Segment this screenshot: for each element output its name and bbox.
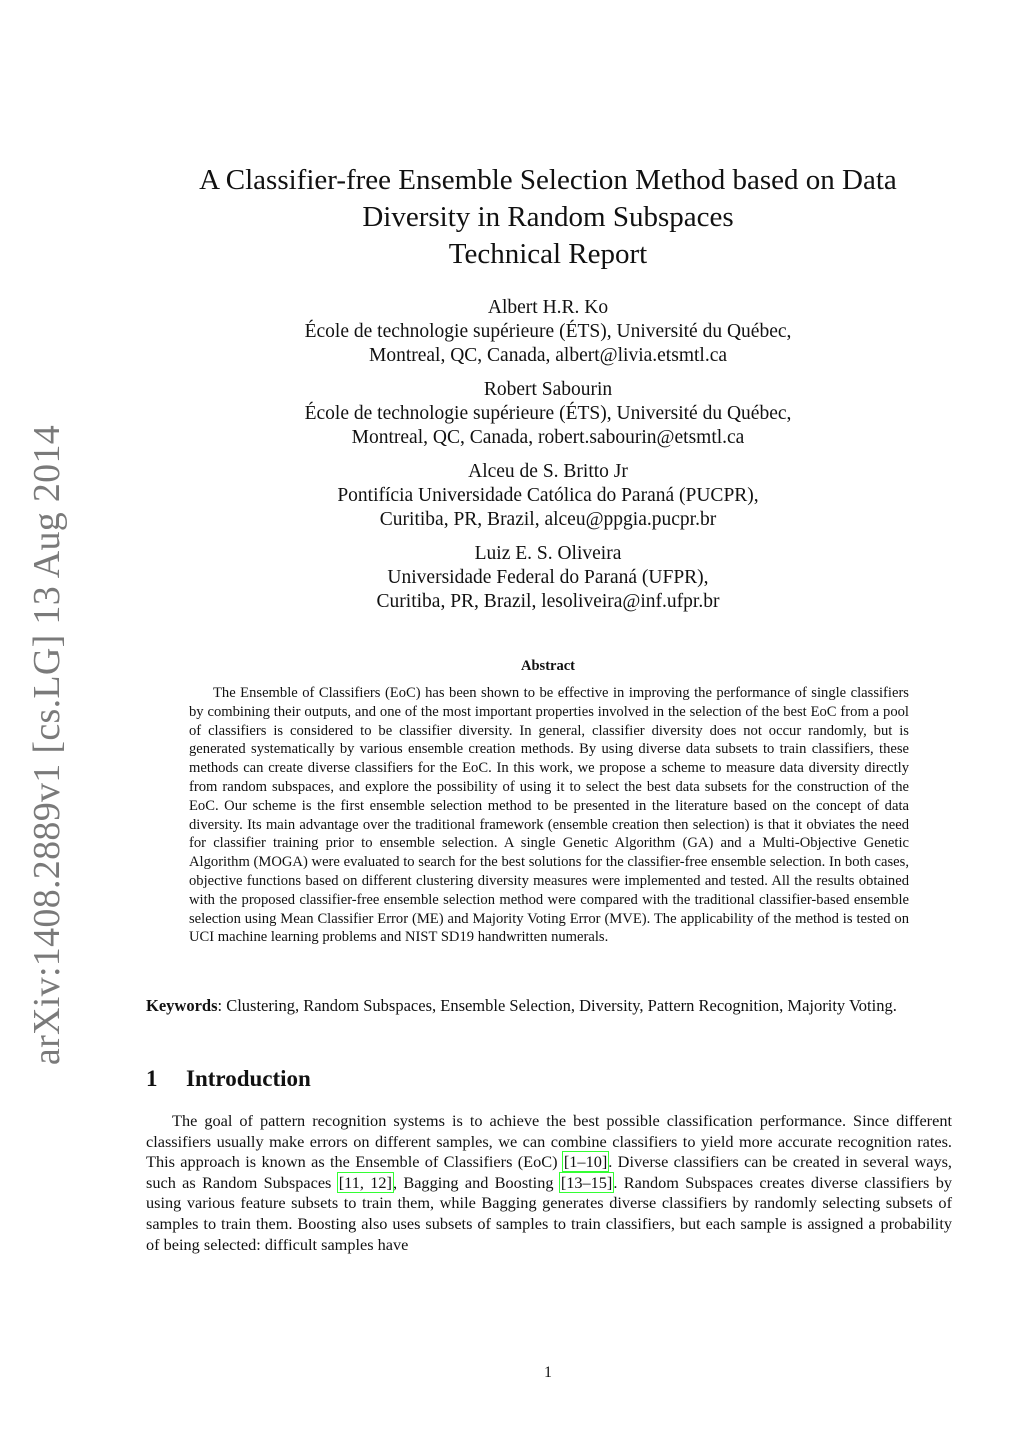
section-number: 1 — [146, 1066, 158, 1091]
abstract-text: The Ensemble of Classifiers (EoC) has been shown to be effective in improving the performance of single classifiers by combining their outputs, and one of the most important properties involved in the selection of the best EoC from a pool of classifiers is considered to be classifier diversity. In general, classifier diversity does not occur randomly, but is generated systematically by various ensemble creation methods. By using diverse data subsets to train classifiers, these methods can create diverse classifiers for the EoC. In this work, we propose a scheme to measure data diversity directly from random subspaces, and explore the possibility of using it to select the best data subsets for the construction of the EoC. Our scheme is the first ensemble selection method to be presented in the literature based on the concept of data diversity. Its main advantage over the traditional framework (ensemble creation then selection) is that it obviates the need for classifier training prior to ensemble selection. A single Genetic Algorithm (GA) and a Multi-Objective Genetic Algorithm (MOGA) were evaluated to search for the best solutions for the classifier-free ensemble selection. In both cases, objective functions based on different clustering diversity measures were implemented and tested. All the results obtained with the proposed classifier-free ensemble selection method were compared with the traditional classifier-based ensemble selection using Mean Classifier Error (ME) and Majority Voting Error (MVE). The applicability of the method is tested on UCI machine learning problems and NIST SD19 handwritten numerals. — [189, 685, 909, 946]
keywords — [146, 996, 952, 1017]
author-affiliation: Universidade Federal do Paraná (UFPR), — [387, 567, 709, 588]
author-contact: Curitiba, PR, Brazil, lesoliveira@inf.ufpr.br — [376, 591, 720, 612]
intro-text-2: . Diverse classifiers can be created in several ways, such as Random Subspaces — [146, 1152, 953, 1192]
author-name: Robert Sabourin — [483, 379, 613, 400]
keywords-text: : Clustering, Random Subspaces, Ensemble Selection, Diversity, Pattern Recognition, Majority Voting. — [217, 996, 897, 1015]
author-block — [148, 296, 948, 368]
author-name: Alceu de S. Britto Jr — [468, 461, 628, 482]
author-block — [148, 378, 948, 450]
intro-paragraph — [146, 1111, 952, 1255]
title-line-1: A Classifier-free Ensemble Selection Method based on Data — [199, 164, 897, 196]
section-title: Introduction — [186, 1066, 311, 1091]
title-line-2: Diversity in Random Subspaces — [362, 201, 734, 233]
abstract-heading: Abstract — [521, 658, 575, 674]
citation-link[interactable]: [1–10] — [563, 1152, 608, 1172]
author-block — [148, 460, 948, 532]
author-list — [148, 296, 948, 624]
author-contact: Curitiba, PR, Brazil, alceu@ppgia.pucpr.br — [379, 509, 717, 530]
arxiv-identifier-text: arXiv:1408.2889v1 [cs.LG] 13 Aug 2014 — [26, 424, 69, 1066]
citation-link[interactable]: [11, 12] — [338, 1172, 392, 1192]
citation-link[interactable]: [13–15] — [560, 1172, 613, 1192]
section-heading — [146, 1066, 311, 1092]
author-name: Luiz E. S. Oliveira — [474, 543, 622, 564]
intro-text-4: . Random Subspaces creates diverse classifiers by using various feature subsets to train them, while Bagging generates diverse classifiers by randomly selecting subsets of samples to train them. Boosting also uses subsets of samples to train classifiers, but each sample is assigned a probability of being selected: difficult samples have — [146, 1172, 952, 1254]
author-contact: Montreal, QC, Canada, albert@livia.etsmtl.ca — [368, 345, 728, 366]
title-line-3: Technical Report — [448, 238, 648, 270]
intro-text-1: The goal of pattern recognition systems is to achieve the best possible classification performance. Since different classifiers usually make errors on different samples, we can combine classifiers to yield more accurate recognition rates. This approach is known as the Ensemble of Classifiers (EoC) — [146, 1111, 952, 1172]
author-contact: Montreal, QC, Canada, robert.sabourin@etsmtl.ca — [351, 427, 745, 448]
paper-title — [148, 162, 948, 273]
keywords-label: Keywords — [146, 996, 218, 1015]
author-affiliation: Pontifícia Universidade Católica do Paraná (PUCPR), — [337, 485, 759, 506]
author-affiliation: École de technologie supérieure (ÉTS), Université du Québec, — [304, 321, 792, 342]
intro-text-3: , Bagging and Boosting — [392, 1172, 560, 1192]
author-affiliation: École de technologie supérieure (ÉTS), Université du Québec, — [304, 403, 792, 424]
author-name: Albert H.R. Ko — [487, 297, 609, 318]
arxiv-identifier — [12, 424, 82, 1066]
page-number: 1 — [544, 1364, 552, 1381]
author-block — [148, 542, 948, 614]
